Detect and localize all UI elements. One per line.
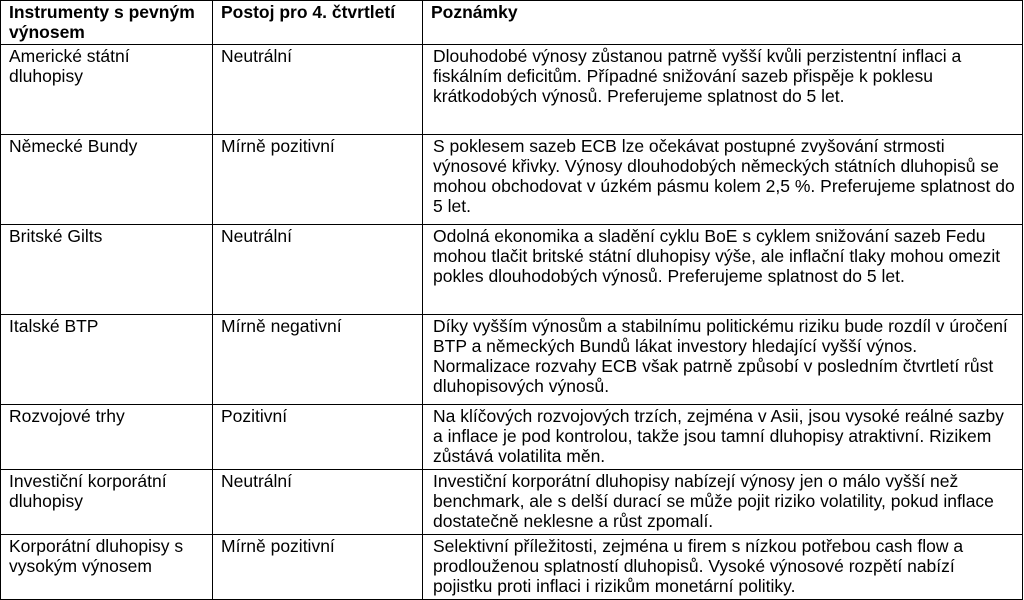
- instrument-cell: Investiční korporátní dluhopisy: [1, 470, 213, 535]
- table-row: [1, 470, 1023, 535]
- stance-cell: Mírně pozitivní: [213, 535, 423, 600]
- notes-cell: S poklesem sazeb ECB lze očekávat postupné zvyšování strmosti výnosové křivky. Výnosy dlouhodobých německých státních dluhopisů se mohou obchodovat v úzkém pásmu kolem 2,5 %. Preferujeme splatnost do 5 let.: [423, 135, 1023, 225]
- notes-cell: Investiční korporátní dluhopisy nabízejí výnosy jen o málo vyšší než benchmark, ale s delší durací se může pojit riziko volatility, pokud inflace dostatečně neklesne a růst zpomalí.: [423, 470, 1023, 535]
- notes-cell: Selektivní příležitosti, zejména u firem s nízkou potřebou cash flow a prodlouženou splatností dluhopisů. Vysoké výnosové rozpětí nabízí pojistku proti inflaci i rizikům monetární politiky.: [423, 535, 1023, 600]
- instrument-cell: Britské Gilts: [1, 225, 213, 315]
- notes-cell: Dlouhodobé výnosy zůstanou patrně vyšší kvůli perzistentní inflaci a fiskálním deficitům. Případné snižování sazeb přispěje k poklesu krátkodobých výnosů. Preferujeme splatnost do 5 let.: [423, 45, 1023, 135]
- table-row: [1, 135, 1023, 225]
- stance-cell: Pozitivní: [213, 405, 423, 470]
- header-notes: Poznámky: [423, 1, 1023, 45]
- stance-cell: Mírně negativní: [213, 315, 423, 405]
- table-row: [1, 535, 1023, 600]
- table-row: [1, 315, 1023, 405]
- instrument-cell: Německé Bundy: [1, 135, 213, 225]
- table-row: [1, 405, 1023, 470]
- notes-cell: Odolná ekonomika a sladění cyklu BoE s cyklem snižování sazeb Fedu mohou tlačit britské státní dluhopisy výše, ale inflační tlaky mohou omezit pokles dlouhodobých výnosů. Preferujeme splatnost do 5 let.: [423, 225, 1023, 315]
- stance-cell: Neutrální: [213, 470, 423, 535]
- notes-cell: Díky vyšším výnosům a stabilnímu politickému riziku bude rozdíl v úročení BTP a německých Bundů lákat investory hledající vyšší výnos. Normalizace rozvahy ECB však patrně způsobí v posledním čtvrtletí růst dluhopisových výnosů.: [423, 315, 1023, 405]
- instrument-cell: Korporátní dluhopisy s vysokým výnosem: [1, 535, 213, 600]
- notes-cell: Na klíčových rozvojových trzích, zejména v Asii, jsou vysoké reálné sazby a inflace je pod kontrolou, takže jsou tamní dluhopisy atraktivní. Rizikem zůstává volatilita měn.: [423, 405, 1023, 470]
- instrument-cell: Americké státní dluhopisy: [1, 45, 213, 135]
- stance-cell: Mírně pozitivní: [213, 135, 423, 225]
- table-row: [1, 45, 1023, 135]
- header-stance: Postoj pro 4. čtvrtletí: [213, 1, 423, 45]
- stance-cell: Neutrální: [213, 45, 423, 135]
- instrument-cell: Rozvojové trhy: [1, 405, 213, 470]
- table-header-row: [1, 1, 1023, 45]
- table-row: [1, 225, 1023, 315]
- stance-cell: Neutrální: [213, 225, 423, 315]
- instrument-cell: Italské BTP: [1, 315, 213, 405]
- header-instrument: Instrumenty s pevným výnosem: [1, 1, 213, 45]
